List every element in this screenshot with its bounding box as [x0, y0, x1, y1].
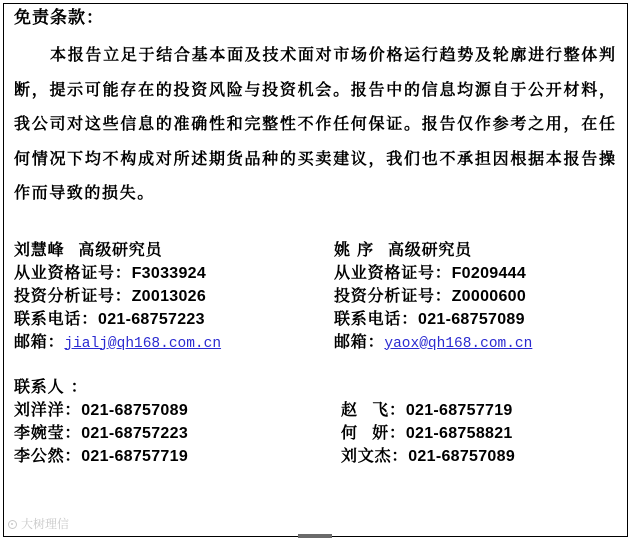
email-row [14, 330, 221, 353]
bottom-edge-tab [298, 534, 332, 538]
contact-row [341, 398, 515, 421]
email-label: 邮箱： [334, 331, 385, 351]
phone-row [14, 307, 221, 330]
analyst-card [334, 238, 532, 353]
disclaimer-line: 我公司对这些信息的准确性和完整性不作任何保证。报告仅作参考之用，在任 [14, 114, 615, 133]
contact-row [341, 421, 515, 444]
disclaimer-paragraph [14, 38, 615, 211]
qualification-number: F0209444 [451, 264, 527, 282]
contact-name: 刘洋洋 [14, 399, 65, 419]
watermark-logo-icon [8, 520, 17, 529]
contact-row [341, 444, 515, 467]
email-row [334, 330, 532, 353]
email-link[interactable]: yaox@qh168.com.cn [384, 335, 533, 352]
email-label: 邮箱： [14, 331, 65, 351]
contact-separator: ： [64, 422, 82, 442]
analyst-title: 高级研究员 [387, 239, 472, 259]
contact-name: 李公然 [14, 445, 65, 465]
email-link[interactable]: jialj@qh168.com.cn [64, 335, 222, 352]
contact-phone: 021-68757089 [408, 447, 516, 465]
qualification-label: 从业资格证号： [14, 262, 132, 282]
analysis-cert-number: Z0000600 [451, 287, 527, 305]
phone-row [334, 307, 532, 330]
contacts-heading: 联系人 ： [14, 376, 88, 396]
contact-separator: ： [389, 399, 406, 419]
contact-name: 赵 飞 [341, 399, 389, 419]
contact-row [14, 421, 188, 444]
contact-separator: ： [64, 399, 82, 419]
contact-name: 李婉莹 [14, 422, 65, 442]
analyst-title: 高级研究员 [78, 239, 163, 259]
watermark-text: 大树理信 [21, 517, 70, 531]
contact-row [14, 444, 188, 467]
contact-phone: 021-68757719 [81, 447, 189, 465]
analysis-cert-row [334, 284, 532, 307]
disclaimer-line: 何情况下均不构成对所述期货品种的买卖建议，我们也不承担因根据本报告操 [14, 148, 615, 168]
phone-label: 联系电话： [14, 308, 99, 328]
analysis-cert-number: Z0013026 [131, 287, 207, 305]
analysis-cert-label: 投资分析证号： [334, 285, 452, 305]
analyst-name-row [14, 238, 221, 261]
disclaimer-title: 免责条款： [14, 8, 104, 28]
analyst-name: 刘慧峰 [14, 239, 65, 259]
phone-label: 联系电话： [334, 308, 419, 328]
qualification-number: F3033924 [131, 264, 207, 282]
contact-phone: 021-68757089 [81, 401, 189, 419]
phone-number: 021-68757223 [98, 310, 205, 328]
disclaimer-line: 作而导致的损失。 [14, 183, 155, 202]
analysis-cert-row [14, 284, 221, 307]
qualification-row [334, 261, 532, 284]
contact-name: 何 妍 [341, 422, 389, 442]
qualification-row [14, 261, 221, 284]
contact-separator: ： [389, 422, 406, 442]
analyst-name: 姚 序 [334, 239, 374, 259]
contact-separator: ： [391, 445, 409, 465]
phone-number: 021-68757089 [418, 310, 525, 328]
disclaimer-line: 断，提示可能存在的投资风险与投资机会。报告中的信息均源自于公开材料， [14, 79, 615, 99]
watermark [8, 517, 69, 531]
disclaimer-line: 本报告立足于结合基本面及技术面对市场价格运行趋势及轮廓进行整体判 [50, 45, 615, 64]
contact-row [14, 398, 188, 421]
analysis-cert-label: 投资分析证号： [14, 285, 132, 305]
contact-name: 刘文杰 [341, 445, 392, 465]
contact-phone: 021-68757719 [405, 401, 513, 419]
contact-phone: 021-68758821 [405, 424, 513, 442]
analyst-card [14, 238, 221, 353]
contacts-left [14, 375, 188, 467]
qualification-label: 从业资格证号： [334, 262, 452, 282]
contact-phone: 021-68757223 [81, 424, 189, 442]
contact-separator: ： [64, 445, 82, 465]
analyst-name-row [334, 238, 532, 261]
contacts-right [341, 398, 515, 467]
